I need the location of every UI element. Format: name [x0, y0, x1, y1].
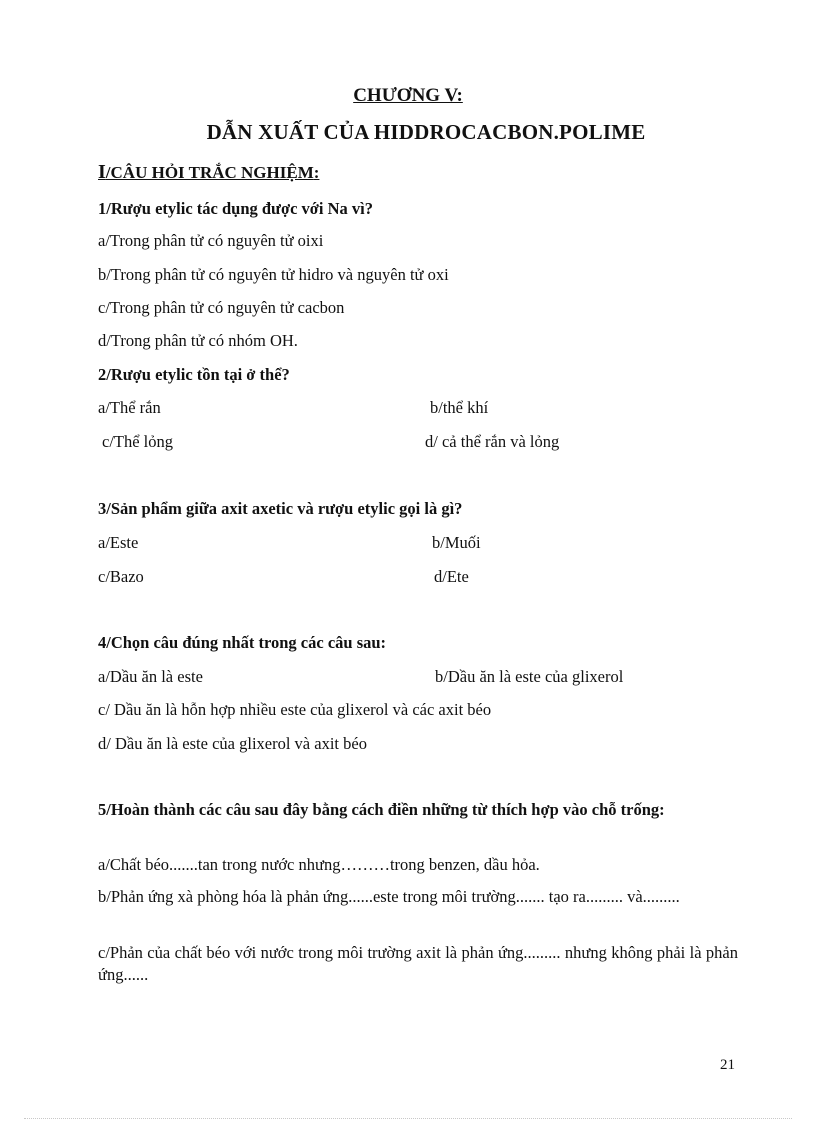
chapter-label: CHƯƠNG V: [353, 85, 463, 106]
q1-option-d: d/Trong phân tử có nhóm OH. [98, 331, 298, 350]
q2-option-a: a/Thể rắn [98, 398, 161, 417]
chapter-heading [0, 85, 816, 107]
q2-option-d: d/ cả thể rắn và lỏng [425, 432, 560, 451]
q3-option-b: b/Muối [432, 533, 481, 552]
page-edge-divider [24, 1118, 792, 1119]
q1-option-a: a/Trong phân tử có nguyên tử oixi [98, 231, 324, 250]
q1-option-c: c/Trong phân tử có nguyên tử cacbon [98, 298, 345, 317]
section-label: /CÂU HỎI TRẮC NGHIỆM [105, 163, 314, 182]
q5-item-a: a/Chất béo.......tan trong nước nhưng………trong benzen, dầu hỏa. [98, 855, 540, 874]
q5-item-b: b/Phản ứng xà phòng hóa là phản ứng......este trong môi trường....... tạo ra......... và......... [98, 887, 680, 906]
question-5: 5/Hoàn thành các câu sau đây bằng cách điền những từ thích hợp vào chỗ trống: [98, 800, 665, 819]
question-4: 4/Chọn câu đúng nhất trong các câu sau: [98, 633, 387, 652]
question-1: 1/Rượu etylic tác dụng được với Na vì? [98, 199, 374, 218]
q4-option-a: a/Dầu ăn là este [98, 667, 203, 686]
chapter-title: DẪN XUẤT CỦA HIDDROCACBON.POLIME [206, 120, 646, 144]
q2-option-b: b/thể khí [430, 398, 489, 417]
page-number: 21 [720, 1057, 735, 1073]
q4-option-d: d/ Dầu ăn là este của glixerol và axit béo [98, 734, 367, 753]
section-colon: : [313, 163, 320, 182]
q3-option-d: d/Ete [434, 567, 469, 586]
q1-option-b: b/Trong phân tử có nguyên tử hidro và nguyên tử oxi [98, 265, 449, 284]
section-heading [98, 161, 319, 184]
q4-option-b: b/Dầu ăn là este của glixerol [435, 667, 624, 686]
question-2: 2/Rượu etylic tồn tại ở thể? [98, 365, 290, 384]
section-numeral: I [98, 161, 106, 183]
q5-item-c: c/Phản của chất béo với nước trong môi trường axit là phản ứng......... nhưng không phải là phản ứng...... [98, 943, 738, 984]
q3-option-a: a/Este [98, 533, 139, 552]
question-3: 3/Sản phẩm giữa axit axetic và rượu etylic gọi là gì? [98, 499, 463, 518]
q2-option-c: c/Thể lỏng [102, 432, 174, 451]
q3-option-c: c/Bazo [98, 567, 144, 586]
q4-option-c: c/ Dầu ăn là hỗn hợp nhiều este của glixerol và các axit béo [98, 700, 492, 719]
